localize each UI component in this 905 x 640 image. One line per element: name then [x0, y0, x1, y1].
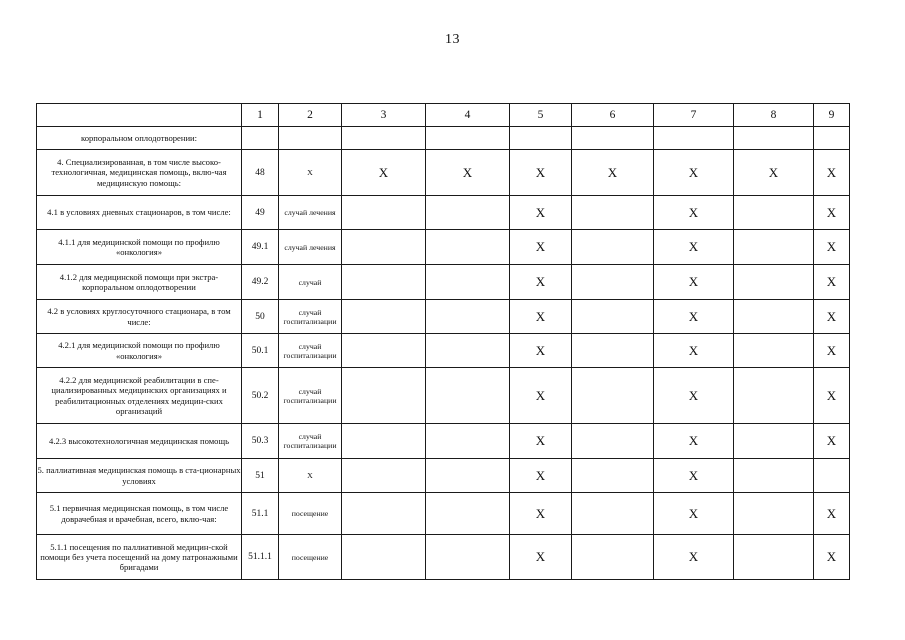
- cell-col-4: [426, 493, 510, 535]
- cell-col-8: [734, 265, 814, 300]
- cell-col-3: [342, 300, 426, 334]
- table-row: [37, 493, 850, 535]
- cell-col-9: [814, 127, 850, 150]
- row-number: 51: [242, 459, 279, 493]
- cell-col-7: Х: [654, 493, 734, 535]
- cell-col-7: Х: [654, 230, 734, 265]
- row-number: 51.1: [242, 493, 279, 535]
- header-cell: 4: [426, 104, 510, 127]
- row-number: 49.1: [242, 230, 279, 265]
- table-row: [37, 368, 850, 424]
- cell-col-5: Х: [510, 150, 572, 196]
- cell-col-8: [734, 493, 814, 535]
- cell-col-3: [342, 368, 426, 424]
- cell-col-6: [572, 368, 654, 424]
- row-description: 5.1 первичная медицинская помощь, в том числе доврачебная и врачебная, всего, вклю-чая:: [37, 493, 242, 535]
- cell-col-5: Х: [510, 459, 572, 493]
- header-cell: 7: [654, 104, 734, 127]
- table-row: [37, 127, 850, 150]
- cell-col-8: [734, 424, 814, 459]
- page-number: 13: [445, 32, 460, 47]
- header-cell: 9: [814, 104, 850, 127]
- cell-col-3: [342, 127, 426, 150]
- cell-col-6: [572, 127, 654, 150]
- cell-col-7: Х: [654, 334, 734, 368]
- header-cell: 2: [279, 104, 342, 127]
- header-cell: 6: [572, 104, 654, 127]
- cell-col-3: [342, 196, 426, 230]
- cell-col-3: [342, 424, 426, 459]
- cell-col-5: Х: [510, 493, 572, 535]
- row-number: 49: [242, 196, 279, 230]
- table-row: [37, 535, 850, 580]
- cell-col-6: [572, 265, 654, 300]
- cell-col-5: Х: [510, 334, 572, 368]
- cell-col-7: Х: [654, 459, 734, 493]
- cell-col-8: [734, 459, 814, 493]
- cell-col-4: [426, 368, 510, 424]
- cell-col-6: [572, 230, 654, 265]
- header-cell: 8: [734, 104, 814, 127]
- cell-col-5: Х: [510, 424, 572, 459]
- header-cell: 5: [510, 104, 572, 127]
- cell-col-9: Х: [814, 368, 850, 424]
- row-description: 4.2.3 высокотехнологичная медицинская помощь: [37, 424, 242, 459]
- cell-col-8: [734, 196, 814, 230]
- table-row: [37, 424, 850, 459]
- row-description: корпоральном оплодотворении:: [37, 127, 242, 150]
- cell-col-7: Х: [654, 300, 734, 334]
- cell-col-9: [814, 459, 850, 493]
- row-description: 4.2 в условиях круглосуточного стационара, в том числе:: [37, 300, 242, 334]
- unit-of-measure: посещение: [279, 493, 342, 535]
- table-row: [37, 459, 850, 493]
- table-row: [37, 196, 850, 230]
- unit-of-measure: случай госпитализации: [279, 368, 342, 424]
- table-body: [37, 127, 850, 580]
- cell-col-8: [734, 334, 814, 368]
- cell-col-7: Х: [654, 265, 734, 300]
- row-description: 4.1 в условиях дневных стационаров, в том числе:: [37, 196, 242, 230]
- row-description: 4.2.1 для медицинской помощи по профилю «онкология»: [37, 334, 242, 368]
- cell-col-3: [342, 535, 426, 580]
- header-cell: 3: [342, 104, 426, 127]
- row-description: 4.1.2 для медицинской помощи при экстра-корпоральном оплодотворении: [37, 265, 242, 300]
- header-cell: [37, 104, 242, 127]
- unit-of-measure: случай лечения: [279, 196, 342, 230]
- row-number: 50.2: [242, 368, 279, 424]
- cell-col-4: [426, 127, 510, 150]
- cell-col-6: [572, 493, 654, 535]
- cell-col-3: [342, 459, 426, 493]
- unit-of-measure: [279, 127, 342, 150]
- cell-col-6: [572, 424, 654, 459]
- row-number: 50: [242, 300, 279, 334]
- planning-table: [36, 103, 850, 580]
- row-description: 5. паллиативная медицинская помощь в ста-ционарных условиях: [37, 459, 242, 493]
- cell-col-3: [342, 230, 426, 265]
- row-number: 49.2: [242, 265, 279, 300]
- cell-col-6: [572, 459, 654, 493]
- table-row: [37, 300, 850, 334]
- header-cell: 1: [242, 104, 279, 127]
- cell-col-5: [510, 127, 572, 150]
- cell-col-7: Х: [654, 368, 734, 424]
- row-description: 4.2.2 для медицинской реабилитации в спе-циализированных медицинских организациях и реабилитационных отделениях медицин-ских организаций: [37, 368, 242, 424]
- cell-col-8: [734, 127, 814, 150]
- row-description: 5.1.1 посещения по паллиативной медицин-ской помощи без учета посещений на дому патронажными бригадами: [37, 535, 242, 580]
- cell-col-8: [734, 368, 814, 424]
- cell-col-9: Х: [814, 150, 850, 196]
- cell-col-6: Х: [572, 150, 654, 196]
- unit-of-measure: случай госпитализации: [279, 334, 342, 368]
- table-row: [37, 265, 850, 300]
- cell-col-8: [734, 300, 814, 334]
- row-number: 51.1.1: [242, 535, 279, 580]
- cell-col-7: Х: [654, 196, 734, 230]
- cell-col-4: [426, 230, 510, 265]
- row-number: 50.1: [242, 334, 279, 368]
- cell-col-9: Х: [814, 334, 850, 368]
- cell-col-4: [426, 334, 510, 368]
- unit-of-measure: Х: [279, 150, 342, 196]
- cell-col-9: Х: [814, 424, 850, 459]
- table-row: [37, 334, 850, 368]
- cell-col-3: [342, 265, 426, 300]
- row-number: [242, 127, 279, 150]
- table-row: [37, 230, 850, 265]
- cell-col-3: [342, 334, 426, 368]
- unit-of-measure: случай лечения: [279, 230, 342, 265]
- cell-col-7: Х: [654, 535, 734, 580]
- cell-col-9: Х: [814, 196, 850, 230]
- cell-col-5: Х: [510, 196, 572, 230]
- cell-col-5: Х: [510, 265, 572, 300]
- cell-col-3: [342, 493, 426, 535]
- unit-of-measure: случай: [279, 265, 342, 300]
- cell-col-4: [426, 535, 510, 580]
- cell-col-9: Х: [814, 535, 850, 580]
- unit-of-measure: Х: [279, 459, 342, 493]
- header-row: [37, 104, 850, 127]
- cell-col-7: Х: [654, 150, 734, 196]
- cell-col-9: Х: [814, 265, 850, 300]
- unit-of-measure: случай госпитализации: [279, 424, 342, 459]
- cell-col-3: Х: [342, 150, 426, 196]
- cell-col-4: [426, 300, 510, 334]
- unit-of-measure: случай госпитализации: [279, 300, 342, 334]
- cell-col-4: Х: [426, 150, 510, 196]
- cell-col-7: [654, 127, 734, 150]
- cell-col-8: Х: [734, 150, 814, 196]
- cell-col-8: [734, 535, 814, 580]
- unit-of-measure: посещение: [279, 535, 342, 580]
- cell-col-9: Х: [814, 493, 850, 535]
- cell-col-4: [426, 459, 510, 493]
- cell-col-4: [426, 265, 510, 300]
- cell-col-6: [572, 535, 654, 580]
- cell-col-6: [572, 334, 654, 368]
- cell-col-7: Х: [654, 424, 734, 459]
- row-number: 48: [242, 150, 279, 196]
- table-row: [37, 150, 850, 196]
- cell-col-5: Х: [510, 230, 572, 265]
- cell-col-4: [426, 424, 510, 459]
- row-description: 4. Специализированная, в том числе высоко-технологичная, медицинская помощь, вклю-чая медицинскую помощь:: [37, 150, 242, 196]
- cell-col-8: [734, 230, 814, 265]
- row-number: 50.3: [242, 424, 279, 459]
- cell-col-9: Х: [814, 230, 850, 265]
- cell-col-5: Х: [510, 300, 572, 334]
- cell-col-4: [426, 196, 510, 230]
- cell-col-5: Х: [510, 535, 572, 580]
- row-description: 4.1.1 для медицинской помощи по профилю «онкология»: [37, 230, 242, 265]
- cell-col-6: [572, 196, 654, 230]
- cell-col-5: Х: [510, 368, 572, 424]
- cell-col-9: Х: [814, 300, 850, 334]
- cell-col-6: [572, 300, 654, 334]
